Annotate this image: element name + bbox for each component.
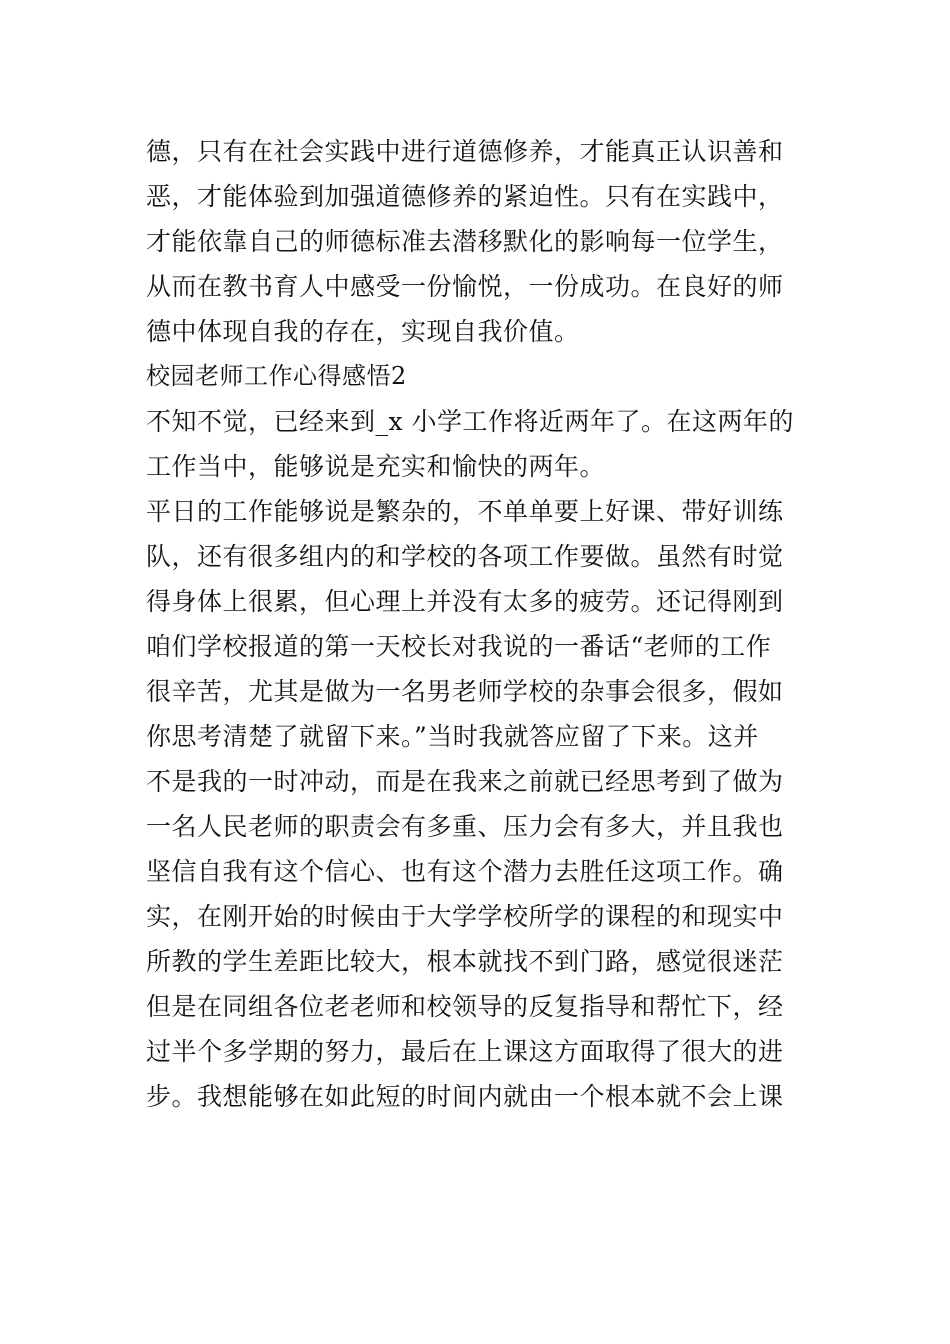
text-line: 恶，才能体验到加强道德修养的紧迫性。只有在实践中，: [146, 182, 784, 211]
text-line: 很辛苦，尤其是做为一名男老师学校的杂事会很多，假如: [146, 677, 784, 706]
paragraph-1: [146, 129, 810, 354]
text-line: 德，只有在社会实践中进行道德修养，才能真正认识善和: [146, 137, 784, 166]
text-line: 咱们学校报道的第一天校长对我说的一番话“老师的工作: [146, 632, 772, 661]
section-heading: 校园老师工作心得感悟2: [146, 362, 407, 390]
text-line: 队，还有很多组内的和学校的各项工作要做。虽然有时觉: [146, 542, 784, 571]
text-line: 不知不觉，已经来到_x 小学工作将近两年了。在这两年的: [146, 407, 795, 436]
text-line: 所教的学生差距比较大，根本就找不到门路，感觉很迷茫: [146, 947, 784, 976]
text-line: 从而在教书育人中感受一份愉悦，一份成功。在良好的师: [146, 272, 784, 301]
text-line: 过半个多学期的努力，最后在上课这方面取得了很大的进: [146, 1037, 784, 1066]
document-body: [146, 129, 810, 1119]
text-line: 工作当中，能够说是充实和愉快的两年。: [146, 452, 606, 481]
paragraph-3: [146, 489, 810, 1119]
text-line: 一名人民老师的职责会有多重、压力会有多大，并且我也: [146, 812, 784, 841]
text-line: 德中体现自我的存在，实现自我价值。: [146, 317, 580, 346]
text-line: 步。我想能够在如此短的时间内就由一个根本就不会上课: [146, 1082, 784, 1111]
text-line: 你思考清楚了就留下来。”当时我就答应留了下来。这并: [146, 722, 759, 751]
text-line: 实，在刚开始的时候由于大学学校所学的课程的和现实中: [146, 902, 784, 931]
text-line: 坚信自我有这个信心、也有这个潜力去胜任这项工作。确: [146, 857, 784, 886]
text-line: 不是我的一时冲动，而是在我来之前就已经思考到了做为: [146, 767, 784, 796]
text-line: 才能依靠自己的师德标准去潜移默化的影响每一位学生，: [146, 227, 784, 256]
paragraph-2: [146, 399, 810, 489]
text-line: 得身体上很累，但心理上并没有太多的疲劳。还记得刚到: [146, 587, 784, 616]
text-line: 但是在同组各位老老师和校领导的反复指导和帮忙下，经: [146, 992, 784, 1021]
text-line: 平日的工作能够说是繁杂的，不单单要上好课、带好训练: [146, 497, 784, 526]
